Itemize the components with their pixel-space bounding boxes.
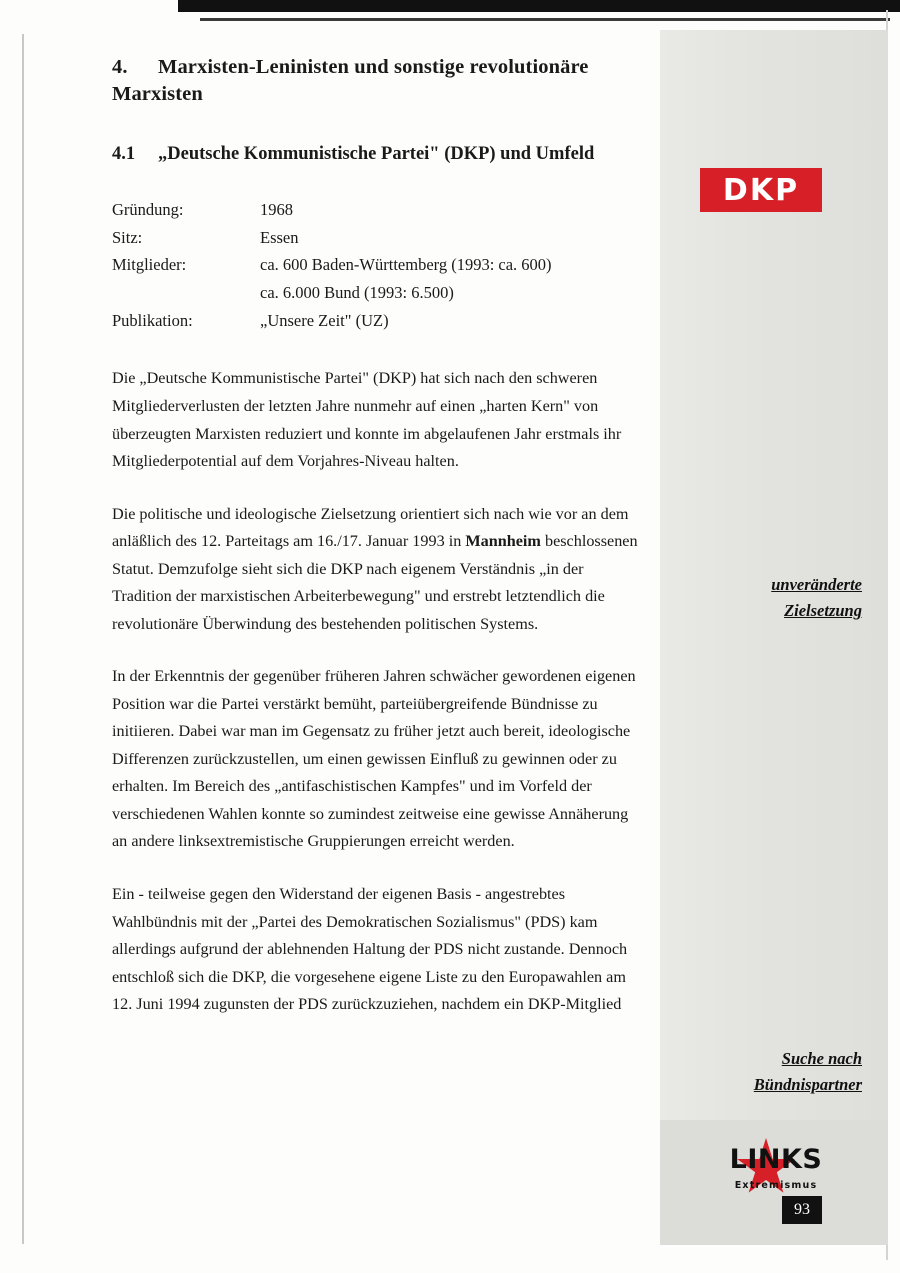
subsection-heading [112,142,642,167]
links-extremismus-logo [706,1136,846,1202]
paragraph: In der Erkenntnis der gegenüber früheren Jahren schwächer gewordenen eigenen Position war die Partei verstärkt bemüht, parteiübergreifende Bündnisse zu initiieren. Dabei war man im Gegensatz zu früher jetzt auch bereit, ideologische Differenzen zurückzustellen, um einen gewissen Einfluß zu gewinnen oder zu erhalten. Im Bereich des „antifaschistischen Kampfes" und im Vorfeld der verschiedenen Wahlen konnte so zumindest zeitweise eine gewisse Annäherung an andere linksextremistische Gruppierungen erreicht werden. [112,667,636,851]
paragraph: Die politische und ideologische Zielsetzung orientiert sich nach wie vor an dem anläßlich des 12. Parteitags am 16./17. Januar 1993 in Mannheim beschlossenen Statut. Demzufolge sieht sich die DKP nach eigenem Verständnis „in der Tradition der marxistischen Arbeiterbewegung" und erstrebt letztendlich die revolutionäre Überwindung des bestehenden politischen Systems. [112,504,638,633]
fact-value: ca. 600 Baden-Württemberg (1993: ca. 600) [260,255,552,275]
margin-note-line: Zielsetzung [784,600,862,620]
margin-note [672,572,862,623]
fact-label: Publikation: [112,310,193,330]
table-row [112,280,552,308]
text-column [112,54,642,1044]
margin-note-line: Suche nach [781,1049,862,1068]
margin-note-line: Bündnispartner [753,1074,862,1094]
subsection-title-text: „Deutsche Kommunistische Partei" (DKP) und Umfeld [158,144,595,165]
dkp-logo-text: DKP [722,172,800,208]
fact-label: Sitz: [112,227,143,247]
paragraph: Ein - teilweise gegen den Widerstand der eigenen Basis - angestrebtes Wahlbündnis mit der „Partei des Demokratischen Sozialismus" (PDS) kam allerdings aufgrund der ablehnenden Haltung der PDS nicht zustande. Dennoch entschloß sich die DKP, die vorgesehene eigene Liste zu den Europawahlen am 12. Juni 1994 zugunsten der PDS zurückzuziehen, nachdem ein DKP-Mitglied [112,884,628,1014]
section-heading [112,54,642,108]
fact-value: Essen [260,227,299,247]
section-number: 4. [112,56,128,78]
table-row [112,225,552,253]
scan-artifact-left-rule [22,34,24,1244]
margin-note [672,1046,862,1097]
paragraph: Die „Deutsche Kommunistische Partei" (DKP) hat sich nach den schweren Mitgliederverlusten der letzten Jahre nunmehr auf einen „harten Kern" von überzeugten Marxisten reduziert und konnte im abgelaufenen Jahr erstmals ihr Mitgliederpotential auf dem Vorjahres-Niveau halten. [112,369,622,471]
fact-value: ca. 6.000 Bund (1993: 6.500) [260,283,454,303]
fact-value: „Unsere Zeit" (UZ) [260,310,389,330]
fact-label: Mitglieder: [112,255,187,275]
subsection-number: 4.1 [112,144,136,165]
table-row [112,252,552,280]
fact-label: Gründung: [112,199,184,219]
section-title-text: Marxisten-Leninisten und sonstige revolutionäre Marxisten [112,56,589,106]
page-number: 93 [782,1196,822,1224]
party-facts-table [112,197,552,336]
table-row [112,197,552,225]
dkp-logo [700,168,822,212]
links-logo-subtitle: Extremismus [734,1180,818,1191]
margin-note-line: unveränderte [771,575,862,594]
scan-artifact-top-bar [178,0,900,12]
scan-artifact-top-rule [200,18,890,21]
table-row [112,308,552,336]
links-logo-word: LINKS [729,1144,823,1175]
fact-label [112,280,260,308]
fact-value: 1968 [260,199,293,219]
